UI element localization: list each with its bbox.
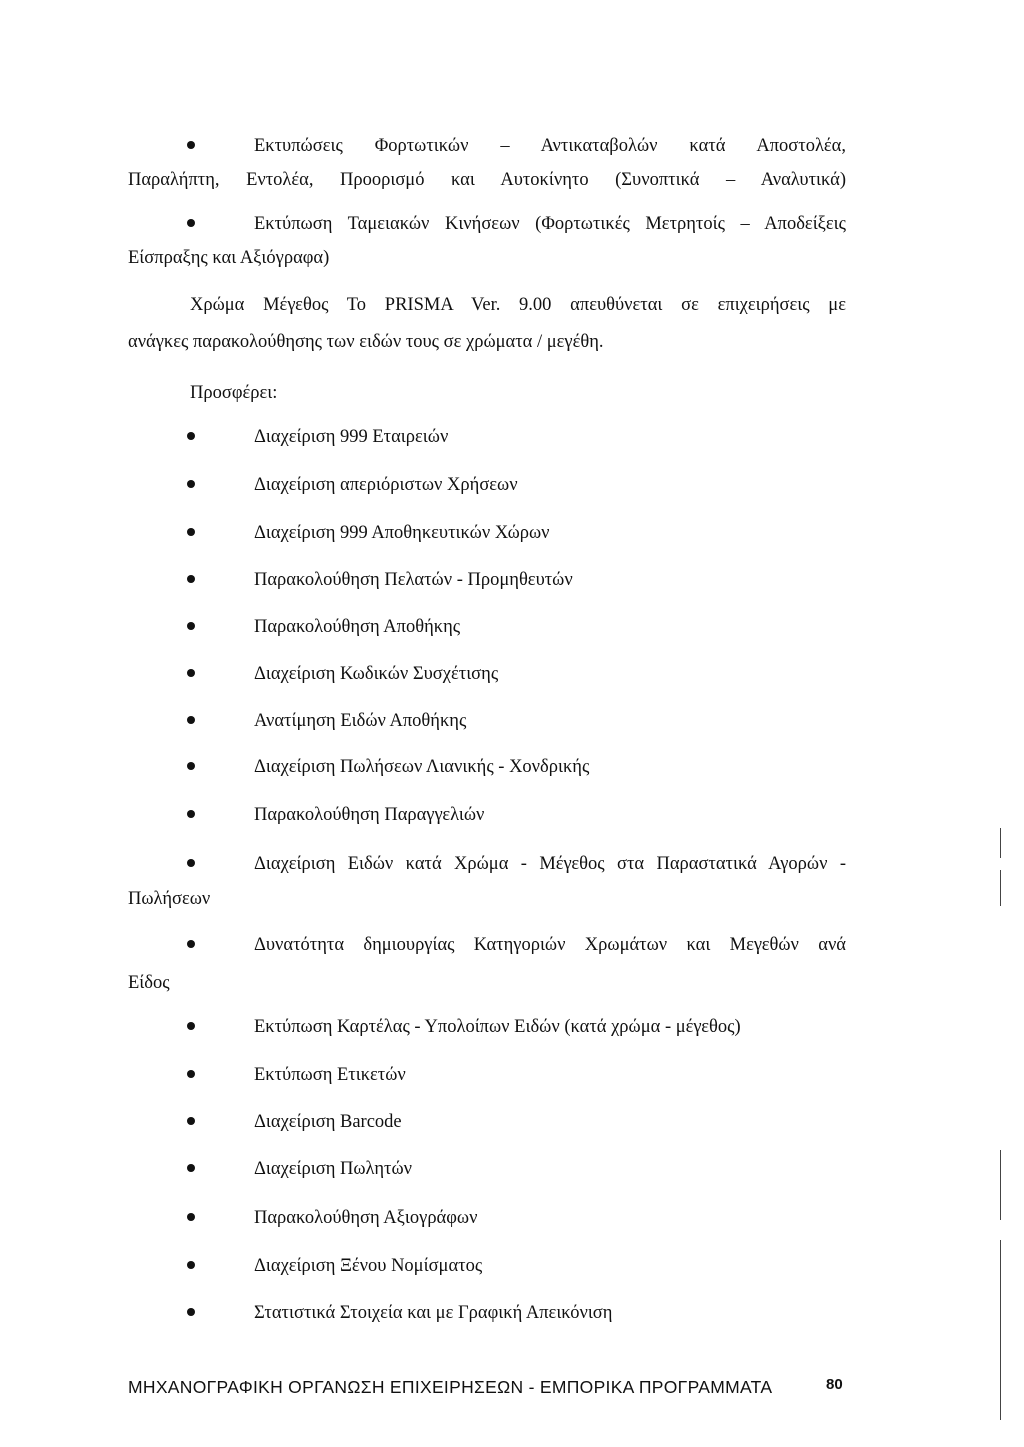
feature-item — [0, 800, 1024, 830]
scan-edge-line — [1000, 1240, 1001, 1420]
item-text: Διαχείριση απεριόριστων Χρήσεων — [254, 475, 518, 495]
bullet-icon — [187, 1261, 195, 1269]
continuation-line — [0, 165, 1024, 195]
page-number: 80 — [826, 1376, 843, 1393]
offers-heading — [0, 378, 1024, 408]
scan-edge-line — [1000, 1150, 1001, 1220]
continuation-line — [0, 327, 1024, 357]
item-text: Εκτυπώσεις Φορτωτικών – Αντικαταβολών κατά Αποστολέα, — [254, 136, 846, 156]
feature-item — [0, 1012, 1024, 1042]
item-text: Στατιστικά Στοιχεία και με Γραφική Απεικόνιση — [254, 1303, 613, 1323]
item-text: Παρακολούθηση Αποθήκης — [254, 617, 461, 637]
feature-item — [0, 470, 1024, 500]
item-text: Είδος — [128, 973, 170, 993]
feature-item — [0, 1203, 1024, 1233]
feature-item — [0, 659, 1024, 689]
item-text: Εκτύπωση Ετικετών — [254, 1065, 406, 1085]
item-text: Παρακολούθηση Παραγγελιών — [254, 805, 485, 825]
bullet-item-prints-waybills — [0, 131, 1024, 161]
bullet-icon — [187, 219, 195, 227]
bullet-icon — [187, 1070, 195, 1078]
continuation-line — [0, 243, 1024, 273]
item-text: Εκτύπωση Ταμειακών Κινήσεων (Φορτωτικές Μετρητοίς – Αποδείξεις — [254, 214, 846, 234]
feature-item — [0, 752, 1024, 782]
feature-item — [0, 1060, 1024, 1090]
bullet-icon — [187, 575, 195, 583]
item-text: Διαχείριση Ξένου Νομίσματος — [254, 1256, 483, 1276]
bullet-icon — [187, 762, 195, 770]
item-text: Διαχείριση 999 Εταιρειών — [254, 427, 449, 447]
bullet-icon — [187, 1308, 195, 1316]
item-text: Διαχείριση Ειδών κατά Χρώμα - Μέγεθος στα Παραστατικά Αγορών - — [254, 854, 846, 874]
continuation-line — [0, 884, 1024, 914]
bullet-item-cash-movements — [0, 209, 1024, 239]
bullet-icon — [187, 528, 195, 536]
item-text: Εκτύπωση Καρτέλας - Υπολοίπων Ειδών (κατά χρώμα - μέγεθος) — [254, 1017, 741, 1037]
item-text: Χρώμα Μέγεθος Το PRISMA Ver. 9.00 απευθύνεται σε επιχειρήσεις με — [190, 295, 846, 315]
scan-edge-line — [1000, 828, 1001, 858]
bullet-icon — [187, 1022, 195, 1030]
feature-item — [0, 518, 1024, 548]
bullet-icon — [187, 669, 195, 677]
feature-item — [0, 612, 1024, 642]
item-text: Διαχείριση Πωλήσεων Λιανικής - Χονδρικής — [254, 757, 590, 777]
bullet-icon — [187, 810, 195, 818]
feature-item — [0, 706, 1024, 736]
item-text: Διαχείριση Κωδικών Συσχέτισης — [254, 664, 499, 684]
feature-item — [0, 930, 1024, 960]
bullet-icon — [187, 480, 195, 488]
feature-item — [0, 422, 1024, 452]
item-text: Διαχείριση 999 Αποθηκευτικών Χώρων — [254, 523, 550, 543]
bullet-icon — [187, 1117, 195, 1125]
feature-item — [0, 1298, 1024, 1328]
item-text: Προσφέρει: — [190, 383, 278, 403]
bullet-icon — [187, 432, 195, 440]
item-text: Δυνατότητα δημιουργίας Κατηγοριών Χρωμάτων και Μεγεθών ανά — [254, 935, 846, 955]
feature-item — [0, 565, 1024, 595]
scan-edge-line — [1000, 870, 1001, 906]
item-text: ανάγκες παρακολούθησης των ειδών τους σε χρώματα / μεγέθη. — [128, 332, 604, 352]
bullet-icon — [187, 940, 195, 948]
continuation-line — [0, 968, 1024, 998]
page-footer — [0, 1372, 1024, 1402]
feature-item — [0, 1107, 1024, 1137]
intro-paragraph — [0, 290, 1024, 320]
feature-item — [0, 849, 1024, 879]
item-text: Πωλήσεων — [128, 889, 211, 909]
item-text: Διαχείριση Barcode — [254, 1112, 402, 1132]
bullet-icon — [187, 622, 195, 630]
bullet-icon — [187, 859, 195, 867]
item-text: Ανατίμηση Ειδών Αποθήκης — [254, 711, 467, 731]
feature-item — [0, 1154, 1024, 1184]
footer-title: ΜΗΧΑΝΟΓΡΑΦΙΚΗ ΟΡΓΑΝΩΣΗ ΕΠΙΧΕΙΡΗΣΕΩΝ - ΕΜΠΟΡΙΚΑ ΠΡΟΓΡΑΜΜΑΤΑ — [128, 1377, 773, 1397]
bullet-icon — [187, 716, 195, 724]
bullet-icon — [187, 1213, 195, 1221]
item-text: Παραλήπτη, Εντολέα, Προορισμό και Αυτοκίνητο (Συνοπτικά – Αναλυτικά) — [128, 170, 846, 190]
item-text: Διαχείριση Πωλητών — [254, 1159, 412, 1179]
item-text: Παρακολούθηση Πελατών - Προμηθευτών — [254, 570, 573, 590]
item-text: Παρακολούθηση Αξιογράφων — [254, 1208, 478, 1228]
bullet-icon — [187, 1164, 195, 1172]
feature-item — [0, 1251, 1024, 1281]
item-text: Είσπραξης και Αξιόγραφα) — [128, 248, 330, 268]
bullet-icon — [187, 141, 195, 149]
